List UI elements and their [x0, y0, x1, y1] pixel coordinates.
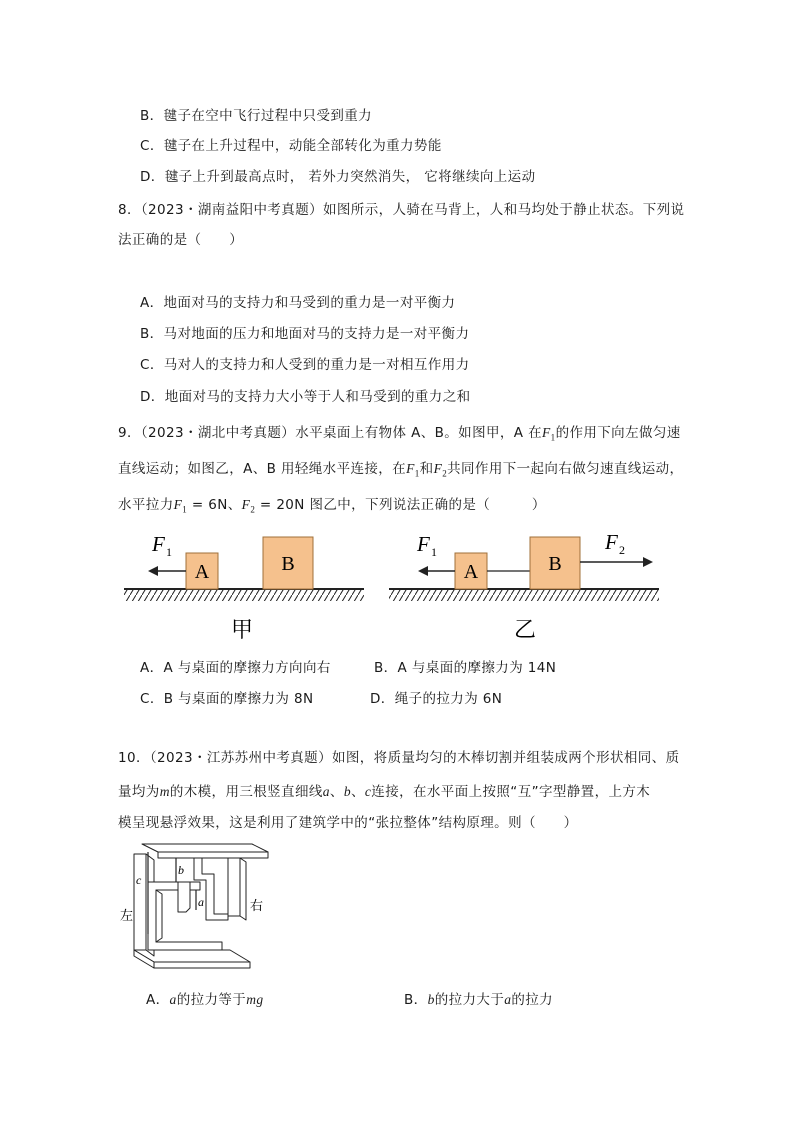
- q10-stem-line3: 模呈现悬浮效果，这是利用了建筑学中的“张拉整体”结构原理。则（ ）: [118, 815, 578, 831]
- f2-label: F: [605, 530, 618, 554]
- lower-post-front: [134, 854, 146, 950]
- q10-stem-line2: 量均为m的木模，用三根竖直细线a、b、c连接，在水平面上按照“互”字型静置，上方木: [118, 784, 651, 800]
- ground-hatch: [124, 589, 364, 601]
- q10-stem-line1: 10．（2023・江苏苏州中考真题）如图，将质量均匀的木棒切割并组装成两个形状相同、质: [118, 750, 680, 766]
- f1-label: F: [417, 532, 430, 556]
- q8-option-b: B．马对地面的压力和地面对马的支持力是一对平衡力: [140, 326, 470, 342]
- q9-option-c: C．B 与桌面的摩擦力为 8N: [140, 691, 314, 707]
- f1-sub: 1: [166, 545, 172, 559]
- f1-label: F: [152, 532, 165, 556]
- label-c: c: [136, 873, 142, 887]
- f1-arrow-head: [418, 566, 428, 576]
- block-b-label: B: [548, 553, 562, 575]
- q8-option-a: A．地面对马的支持力和马受到的重力是一对平衡力: [140, 295, 456, 311]
- q10-option-a: A．a的拉力等于mg: [146, 992, 264, 1008]
- q7-option-b: B．毽子在空中飞行过程中只受到重力: [140, 108, 373, 124]
- q8-stem-line2: 法正确的是（ ）: [118, 232, 244, 248]
- upper-post-side: [240, 858, 246, 920]
- f2-arrow-head: [643, 557, 653, 567]
- upper-post-front: [228, 858, 240, 916]
- upper-plate-top: [142, 844, 268, 852]
- q9-stem-line2: 直线运动；如图乙，A、B 用轻绳水平连接，在$F_1$和$F_2$共同作用下一起向右做匀速直线运动，: [118, 461, 684, 479]
- q8-stem-line1: 8．（2023・湖南益阳中考真题）如图所示，人骑在马背上，人和马均处于静止状态。下列说: [118, 202, 685, 218]
- label-a: a: [198, 895, 204, 909]
- q9-figure-right: [385, 525, 665, 645]
- block-a-label: A: [463, 561, 479, 583]
- upper-hook: [178, 882, 190, 912]
- upper-plate-front: [158, 852, 268, 858]
- q9-option-a: A．A 与桌面的摩擦力方向向右: [140, 660, 331, 676]
- q8-option-d: D．地面对马的支持力大小等于人和马受到的重力之和: [140, 389, 471, 405]
- q8-option-c: C．马对人的支持力和人受到的重力是一对相互作用力: [140, 357, 470, 373]
- q10-figure: [118, 838, 278, 973]
- label-b: b: [178, 863, 184, 877]
- lower-base-front: [154, 962, 250, 968]
- f1-arrow-head: [148, 566, 158, 576]
- q9-stem-line3: 水平拉力$F_1 = 6N$、$F_2 = 20N$ 图乙中，下列说法正确的是（ ）: [118, 497, 546, 515]
- q7-option-d: D．毽子上升到最高点时， 若外力突然消失， 它将继续向上运动: [140, 169, 536, 185]
- label-left: 左: [120, 908, 134, 923]
- caption-jia: 甲: [230, 617, 254, 642]
- q9-option-b: B．A 与桌面的摩擦力为 14N: [374, 660, 557, 676]
- q9-figure-left: [118, 525, 368, 645]
- q10-option-b: B．b的拉力大于a的拉力: [404, 992, 554, 1008]
- block-b-label: B: [281, 553, 295, 575]
- q9-option-d: D．绳子的拉力为 6N: [370, 691, 503, 707]
- f1-sub: 1: [431, 545, 437, 559]
- q7-option-c: C．毽子在上升过程中，动能全部转化为重力势能: [140, 138, 442, 154]
- f2-sub: 2: [619, 543, 625, 557]
- label-right: 右: [250, 898, 264, 913]
- lower-arm-inner: [156, 890, 162, 942]
- caption-yi: 乙: [513, 617, 537, 642]
- ground-hatch: [389, 589, 659, 601]
- block-a-label: A: [194, 561, 210, 583]
- q9-stem-line1: 9．（2023・湖北中考真题）水平桌面上有物体 A、B。如图甲，A 在$F_1$的作用下向左做匀速: [118, 425, 681, 443]
